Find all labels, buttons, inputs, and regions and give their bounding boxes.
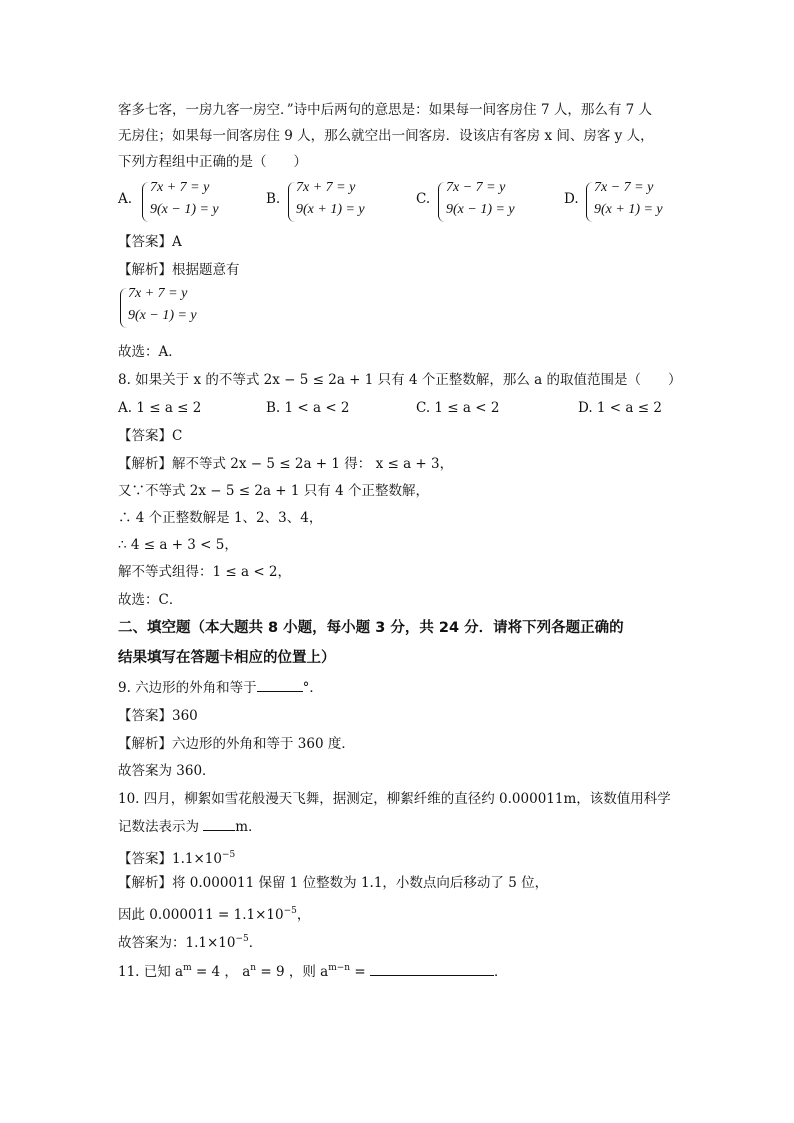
- intro-line-3: 下列方程组中正确的是（ ）: [118, 154, 307, 170]
- q8-option-d: D. 1 < a ≤ 2: [578, 400, 662, 416]
- q10-therefore-text: 因此 0.000011 = 1.1×10: [118, 907, 284, 923]
- q10-conclusion: [118, 929, 262, 953]
- q10-conclusion-text: 故答案为：1.1×10: [118, 935, 236, 951]
- equation: 9(x − 1) = y: [150, 202, 219, 217]
- q7-option-b-system: [288, 182, 398, 222]
- q7-answer: 【答案】A: [118, 234, 182, 250]
- q8-step-5: 解不等式组得：1 ≤ a < 2，: [118, 564, 292, 580]
- q7-conclusion: 故选：A．: [118, 344, 182, 360]
- intro-line-1: 客多七客，一房九客一房空．”诗中后两句的意思是：如果每一间客房住 7 人，那么有 7 人: [118, 102, 652, 118]
- equation: 7x + 7 = y: [128, 286, 188, 301]
- q7-option-c-system: [438, 182, 548, 222]
- equation: 9(x + 1) = y: [296, 202, 365, 217]
- q7-option-d-label: D.: [564, 191, 579, 207]
- q7-option-d-system: [586, 182, 696, 222]
- q7-analysis-system: [120, 288, 230, 328]
- q10-conclusion-suffix: ．: [248, 935, 263, 951]
- section-2-heading-line-2: 结果填写在答题卡相应的位置上）: [118, 650, 336, 666]
- q11-answer-blank: [370, 975, 494, 976]
- q11-exponent-m: m: [183, 963, 192, 973]
- q8-question: 8. 如果关于 x 的不等式 2x − 5 ≤ 2a + 1 只有 4 个正整数解，那么 a 的取值范围是（ ）: [118, 372, 682, 388]
- q8-option-c: C. 1 ≤ a < 2: [416, 400, 500, 416]
- q10-therefore: [118, 901, 310, 925]
- q8-option-b: B. 1 < a < 2: [266, 400, 350, 416]
- q9-question-suffix: °．: [302, 680, 323, 696]
- q11-text: = 9 ，则 a: [256, 964, 329, 980]
- q9-answer: 【答案】360: [118, 708, 198, 724]
- q9-conclusion: 故答案为 360．: [118, 763, 216, 779]
- brace: [438, 182, 445, 222]
- q10-question-suffix: m．: [235, 819, 262, 835]
- q7-options: [118, 180, 678, 224]
- q10-answer-text: 【答案】1.1×10: [118, 851, 222, 867]
- q10-answer-blank: [203, 830, 235, 831]
- equation: 7x − 7 = y: [594, 180, 654, 195]
- q11-exponent-n: n: [250, 963, 257, 973]
- q11-question: [118, 958, 507, 982]
- q10-therefore-exponent: −5: [283, 906, 297, 916]
- section-2-heading-line-1: 二、填空题（本大题共 8 小题，每小题 3 分，共 24 分．请将下列各题正确的: [118, 620, 624, 636]
- q11-text: = 4 ， a: [191, 964, 251, 980]
- q10-conclusion-exponent: −5: [235, 934, 249, 944]
- q7-option-a-system: [142, 182, 252, 222]
- brace: [288, 182, 295, 222]
- brace: [142, 182, 149, 222]
- q8-conclusion: 故选：C．: [118, 592, 183, 608]
- q7-option-b-label: B.: [266, 191, 281, 207]
- brace: [120, 288, 127, 328]
- q9-question-text: 9. 六边形的外角和等于: [118, 680, 257, 696]
- intro-line-2: 无房住；如果每一间客房住 9 人，那么就空出一间客房．设该店有客房 x 间、房客 y 人，: [118, 128, 654, 144]
- q11-exponent-m-minus-n: m−n: [328, 963, 351, 973]
- q7-option-a-label: A.: [118, 191, 133, 207]
- q9-question: [118, 678, 323, 698]
- q8-step-1: 【解析】解不等式 2x − 5 ≤ 2a + 1 得： x ≤ a + 3，: [118, 456, 454, 472]
- equation: 9(x + 1) = y: [594, 202, 663, 217]
- q10-question-line-2: [118, 817, 262, 837]
- equation: 7x + 7 = y: [296, 180, 356, 195]
- q11-text: 11. 已知 a: [118, 964, 184, 980]
- brace: [586, 182, 593, 222]
- q10-question-line-1: 10. 四月，柳絮如雪花般漫天飞舞，据测定，柳絮纤维的直径约 0.000011m，该数值用科学: [118, 791, 671, 807]
- equation: 7x − 7 = y: [446, 180, 506, 195]
- q8-step-3: ∴ 4 个正整数解是 1、2、3、4，: [118, 510, 323, 526]
- q8-step-4: ∴ 4 ≤ a + 3 < 5，: [118, 537, 238, 553]
- q9-answer-blank: [257, 691, 303, 692]
- q10-answer: [118, 845, 235, 869]
- q8-step-2: 又∵不等式 2x − 5 ≤ 2a + 1 只有 4 个正整数解，: [118, 483, 429, 499]
- q10-question-text: 记数法表示为: [118, 819, 204, 835]
- q11-text: =: [350, 964, 370, 980]
- q8-answer: 【答案】C: [118, 428, 183, 444]
- q10-therefore-suffix: ，: [296, 907, 311, 923]
- equation: 7x + 7 = y: [150, 180, 210, 195]
- equation: 9(x − 1) = y: [446, 202, 515, 217]
- q8-option-a: A. 1 ≤ a ≤ 2: [118, 400, 202, 416]
- q7-option-c-label: C.: [416, 191, 431, 207]
- q9-analysis: 【解析】六边形的外角和等于 360 度．: [118, 736, 355, 752]
- q10-answer-exponent: −5: [221, 850, 236, 860]
- q7-analysis: 【解析】根据题意有: [118, 262, 240, 278]
- equation: 9(x − 1) = y: [128, 308, 197, 323]
- q10-analysis: 【解析】将 0.000011 保留 1 位整数为 1.1，小数点向后移动了 5 位，: [118, 875, 549, 891]
- q11-suffix: ．: [493, 964, 508, 980]
